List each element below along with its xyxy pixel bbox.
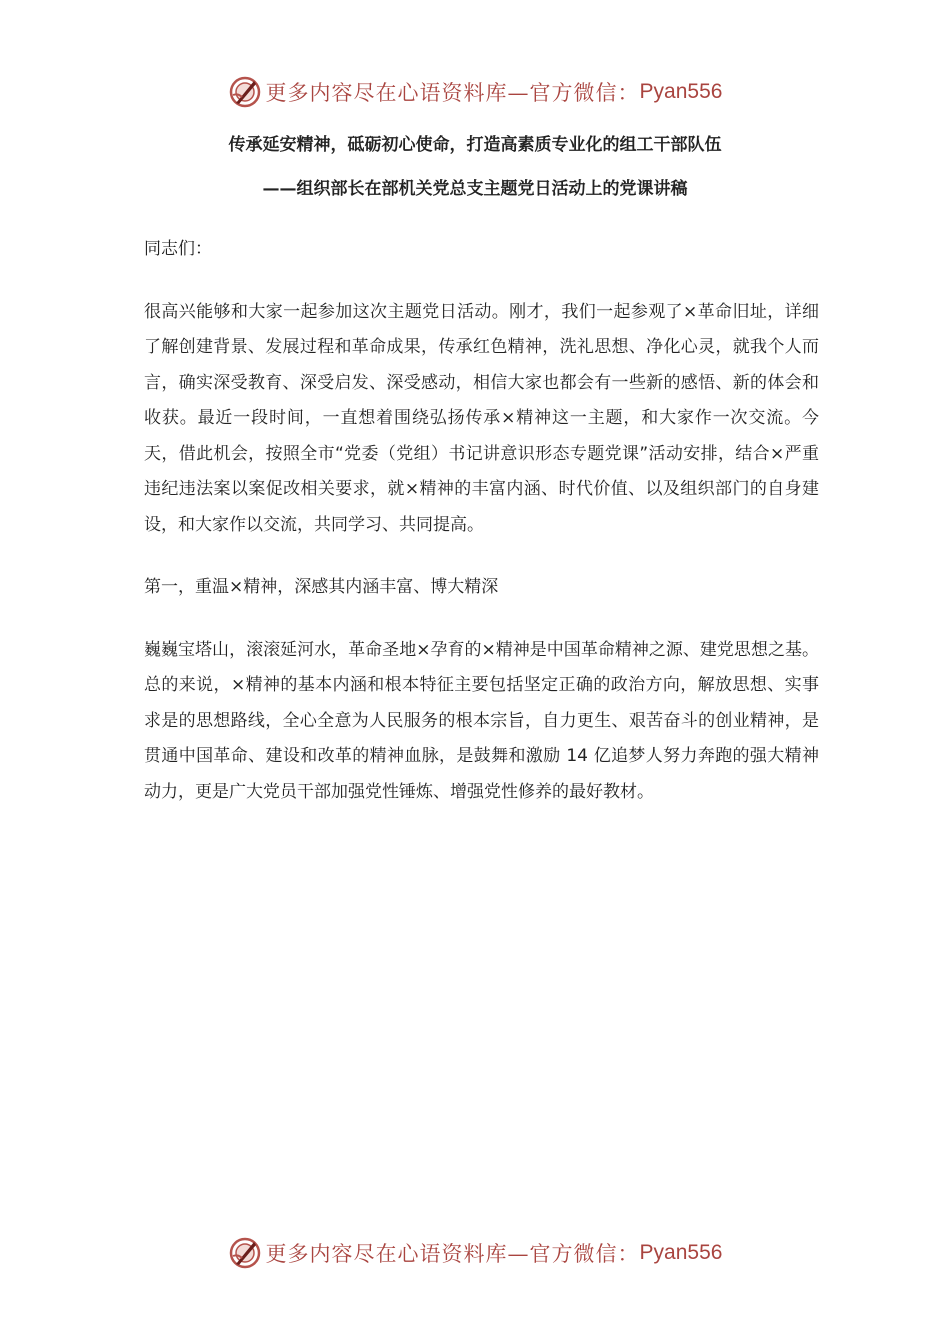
header-banner	[0, 72, 950, 112]
footer-banner	[0, 1233, 950, 1273]
quill-pen-logo-icon	[228, 1236, 262, 1270]
salutation: 同志们：	[144, 239, 212, 259]
wechat-label: 官方微信：	[529, 1242, 640, 1266]
ad-text: 更多内容尽在心语资料库—	[265, 81, 530, 105]
document-title: 传承延安精神，砥砺初心使命，打造高素质专业化的组工干部队伍	[228, 135, 722, 155]
paragraph-intro: 很高兴能够和大家一起参加这次主题党日活动。刚才，我们一起参观了×革命旧址，详细了解创建背景、发展过程和革命成果，传承红色精神，洗礼思想、净化心灵，就我个人而言，确实深受教育、深受启发、深受感动，相信大家也都会有一些新的感悟、新的体会和收获。最近一段时间，一直想着围绕弘扬传承×精神这一主题，和大家作一次交流。今天，借此机会，按照全市“党委（党组）书记讲意识形态专题党课”活动安排，结合×严重违纪违法案以案促改相关要求，就×精神的丰富内涵、时代价值、以及组织部门的自身建设，和大家作以交流，共同学习、共同提高。	[144, 301, 819, 535]
section-heading-first: 第一，重温×精神，深感其内涵丰富、博大精深	[144, 577, 499, 597]
paragraph-first-section: 巍巍宝塔山，滚滚延河水，革命圣地×孕育的×精神是中国革命精神之源、建党思想之基。总的来说，×精神的基本内涵和根本特征主要包括坚定正确的政治方向，解放思想、实事求是的思想路线，全心全意为人民服务的根本宗旨，自力更生、艰苦奋斗的创业精神，是贯通中国革命、建设和改革的精神血脉，是鼓舞和激励 14 亿追梦人努力奔跑的强大精神动力，更是广大党员干部加强党性锤炼、增强党性修养的最好教材。	[144, 639, 819, 802]
wechat-label: 官方微信：	[529, 81, 640, 105]
ad-text: 更多内容尽在心语资料库—	[265, 1242, 530, 1266]
quill-pen-logo-icon	[228, 75, 262, 109]
wechat-id: Pyan556	[639, 80, 723, 103]
document-body	[144, 232, 819, 837]
document-subtitle: ——组织部长在部机关党总支主题党日活动上的党课讲稿	[262, 179, 688, 199]
wechat-id: Pyan556	[639, 1241, 723, 1264]
